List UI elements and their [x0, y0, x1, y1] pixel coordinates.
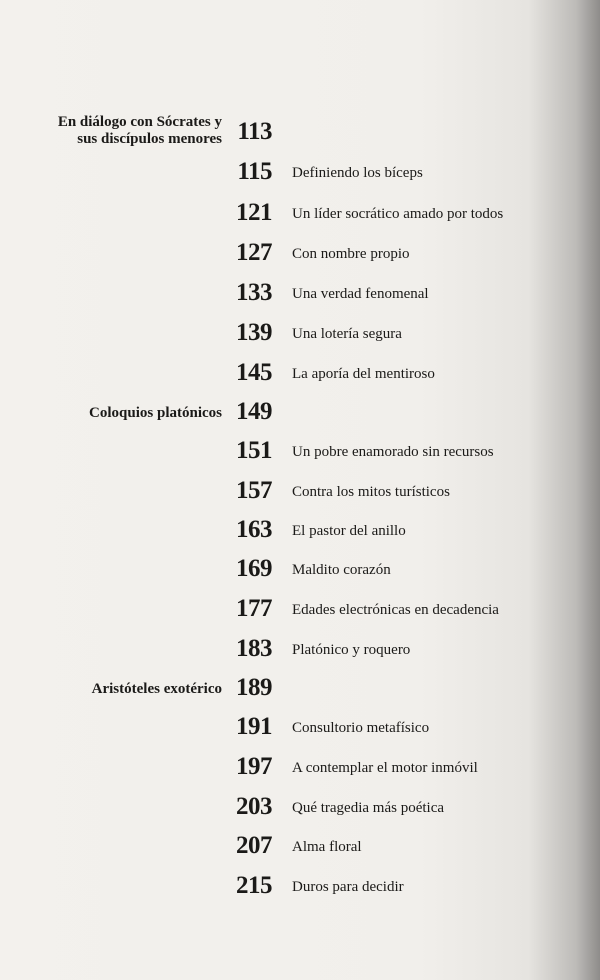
- page-number: 191: [236, 713, 272, 740]
- chapter-title: Un pobre enamorado sin recursos: [292, 444, 494, 460]
- toc-entry-row: [0, 152, 600, 186]
- toc-section-row: [0, 668, 600, 702]
- toc-entry-row: [0, 353, 600, 387]
- chapter-title: Alma floral: [292, 839, 362, 855]
- chapter-title: Una verdad fenomenal: [292, 286, 429, 302]
- page-number: 183: [236, 635, 272, 662]
- chapter-title: Consultorio metafísico: [292, 720, 430, 736]
- chapter-title: Edades electrónicas en decadencia: [292, 602, 499, 618]
- section-heading: En diálogo con Sócrates y sus discípulos menores: [57, 114, 222, 147]
- page-number: 127: [236, 239, 272, 266]
- page-number: 197: [236, 753, 272, 780]
- chapter-title: Maldito corazón: [292, 562, 391, 578]
- toc-entry-row: [0, 431, 600, 465]
- section-heading: Coloquios platónicos: [89, 405, 222, 421]
- page-number: 113: [237, 118, 272, 145]
- chapter-title: Una lotería segura: [292, 326, 402, 342]
- page-number: 133: [236, 279, 272, 306]
- toc-entry-row: [0, 866, 600, 900]
- page-number: 169: [236, 555, 272, 582]
- page-number: 145: [236, 359, 272, 386]
- page-number: 207: [236, 832, 272, 859]
- toc-section-row: [0, 112, 600, 146]
- chapter-title: Con nombre propio: [292, 246, 410, 262]
- toc-entry-row: [0, 313, 600, 347]
- page-number: 121: [236, 199, 272, 226]
- page-number: 163: [236, 516, 272, 543]
- page-number: 115: [237, 158, 272, 185]
- toc-entry-row: [0, 589, 600, 623]
- page-number: 177: [236, 595, 272, 622]
- page-number: 157: [236, 477, 272, 504]
- toc-entry-row: [0, 193, 600, 227]
- toc-entry-row: [0, 273, 600, 307]
- toc-entry-row: [0, 510, 600, 544]
- toc-entry-row: [0, 747, 600, 781]
- chapter-title: Contra los mitos turísticos: [292, 484, 450, 500]
- page-number: 215: [236, 872, 272, 899]
- page-number: 189: [236, 674, 272, 701]
- toc-entry-row: [0, 471, 600, 505]
- toc-entry-row: [0, 787, 600, 821]
- section-heading: Aristóteles exotérico: [91, 681, 222, 697]
- chapter-title: Definiendo los bíceps: [292, 165, 423, 181]
- chapter-title: Duros para decidir: [292, 879, 404, 895]
- page-number: 151: [236, 437, 272, 464]
- page-number: 149: [236, 398, 272, 425]
- toc-section-row: [0, 392, 600, 426]
- chapter-title: Platónico y roquero: [292, 642, 411, 658]
- chapter-title: Qué tragedia más poética: [292, 800, 445, 816]
- chapter-title: El pastor del anillo: [292, 523, 406, 539]
- chapter-title: La aporía del mentiroso: [292, 366, 435, 382]
- chapter-title: Un líder socrático amado por todos: [292, 206, 504, 222]
- toc-entry-row: [0, 233, 600, 267]
- page-number: 139: [236, 319, 272, 346]
- toc-entry-row: [0, 707, 600, 741]
- chapter-title: A contemplar el motor inmóvil: [292, 760, 478, 776]
- toc-entry-row: [0, 629, 600, 663]
- toc-entry-row: [0, 826, 600, 860]
- toc-entry-row: [0, 549, 600, 583]
- page-number: 203: [236, 793, 272, 820]
